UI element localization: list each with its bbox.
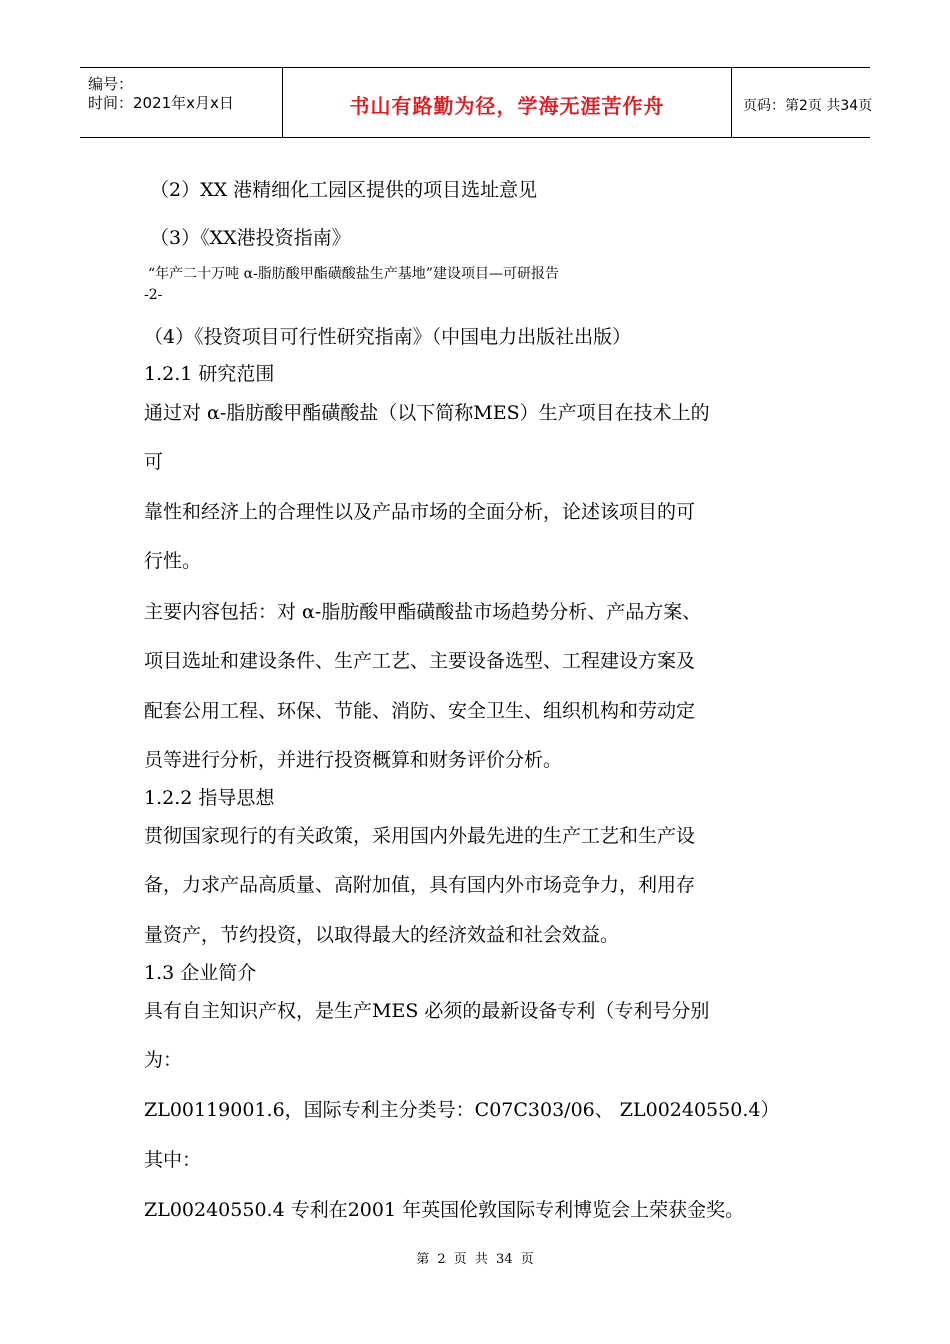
body-line: （3）《XX港投资指南》 <box>150 227 351 249</box>
body-line: 通过对 α-脂肪酸甲酯磺酸盐（以下简称MES）生产项目在技术上的 <box>144 402 710 424</box>
body-line: 配套公用工程、环保、节能、消防、安全卫生、组织机构和劳动定 <box>144 700 696 722</box>
body-line: ZL00240550.4 专利在2001 年英国伦敦国际专利博览会上荣获金奖。 <box>144 1199 745 1221</box>
header-right-cell <box>731 68 873 137</box>
body-line: 为： <box>144 1049 183 1071</box>
report-title-line: “年产二十万吨 α-脂肪酸甲酯磺酸盐生产基地”建设项目—可研报告 <box>148 266 559 282</box>
body-line: 可 <box>144 451 164 473</box>
body-line: 靠性和经济上的合理性以及产品市场的全面分析，论述该项目的可 <box>144 501 696 523</box>
section-heading: 1.3 企业简介 <box>144 962 257 984</box>
section-heading: 1.2.2 指导思想 <box>144 787 275 809</box>
body-line: 贯彻国家现行的有关政策，采用国内外最先进的生产工艺和生产设 <box>144 825 696 847</box>
header-left-cell <box>80 68 282 137</box>
body-line: 项目选址和建设条件、生产工艺、主要设备选型、工程建设方案及 <box>144 650 696 672</box>
body-line: 主要内容包括：对 α-脂肪酸甲酯磺酸盐市场趋势分析、产品方案、 <box>144 601 702 623</box>
page-footer: 第 2 页 共 34 页 <box>416 1252 534 1267</box>
body-line: 其中： <box>144 1149 202 1171</box>
page-info: 页码：第2页 共34页 <box>743 98 873 114</box>
body-line: 员等进行分析，并进行投资概算和财务评价分析。 <box>144 749 563 771</box>
body-line: 备，力求产品高质量、高附加值，具有国内外市场竞争力，利用存 <box>144 874 696 896</box>
header-middle-cell <box>282 68 732 137</box>
inner-page-number: -2- <box>144 287 163 303</box>
serial-label: 编号： <box>88 75 134 93</box>
body-line: （2）XX 港精细化工园区提供的项目选址意见 <box>150 179 538 201</box>
body-line: 行性。 <box>144 550 202 572</box>
body-line: 量资产，节约投资，以取得最大的经济效益和社会效益。 <box>144 924 620 946</box>
body-line: ZL00119001.6，国际专利主分类号：C07C303/06、 ZL00240550.4） <box>144 1099 780 1121</box>
header-table <box>80 67 873 138</box>
time-label: 时间：2021年x月x日 <box>88 94 234 112</box>
section-heading: 1.2.1 研究范围 <box>144 363 275 385</box>
motto-text: 书山有路勤为径，学海无涯苦作舟 <box>349 94 665 118</box>
body-line: 具有自主知识产权，是生产MES 必须的最新设备专利（专利号分别 <box>144 1000 710 1022</box>
body-line: （4）《投资项目可行性研究指南》（中国电力出版社出版） <box>144 326 632 348</box>
